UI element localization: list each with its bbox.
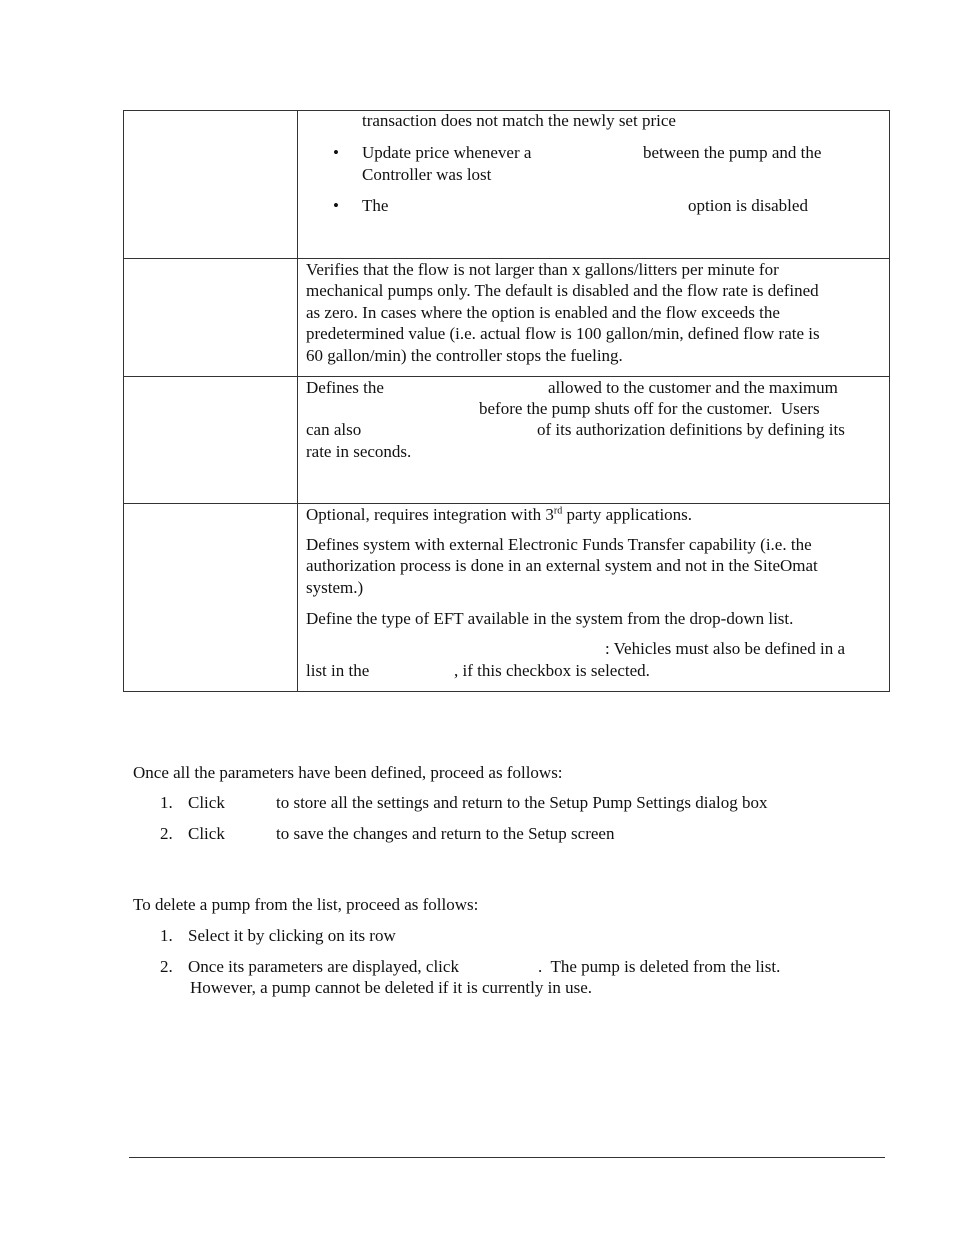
table-row	[124, 377, 890, 504]
table-row	[124, 111, 890, 259]
desc-line: Update price whenever a	[362, 143, 532, 162]
desc-line: authorization process is done in an external system and not in the SiteOmat	[306, 556, 818, 575]
desc-line: The	[362, 196, 389, 215]
desc-line: Optional, requires integration with 3rd party applications.	[306, 505, 693, 524]
desc-line: option is disabled	[688, 196, 808, 215]
desc-line: 60 gallon/min) the controller stops the fueling.	[306, 346, 623, 365]
desc-line: Defines system with external Electronic Funds Transfer capability (i.e. the	[306, 535, 812, 554]
desc-line: , if this checkbox is selected.	[454, 661, 650, 680]
step-text: Select it by clicking on its row	[188, 926, 396, 945]
step-number: 2.	[160, 957, 173, 976]
step-text: Once its parameters are displayed, click	[188, 957, 459, 976]
param-name-cell	[124, 111, 298, 259]
desc-line: of its authorization definitions by defining its	[537, 420, 845, 439]
section-intro: To delete a pump from the list, proceed as follows:	[133, 895, 479, 914]
step-text: However, a pump cannot be deleted if it is currently in use.	[190, 978, 592, 997]
parameters-table	[123, 110, 890, 692]
param-name-cell	[124, 377, 298, 504]
desc-line: between the pump and the	[643, 143, 822, 162]
desc-line: Verifies that the flow is not larger than x gallons/litters per minute for	[306, 260, 779, 279]
desc-line: mechanical pumps only. The default is disabled and the flow rate is defined	[306, 281, 819, 300]
param-desc-cell	[298, 111, 890, 259]
param-name-cell	[124, 259, 298, 377]
step-text: Click	[188, 824, 225, 843]
desc-line: Controller was lost	[362, 165, 492, 184]
desc-line: Define the type of EFT available in the system from the drop-down list.	[306, 609, 794, 628]
param-desc-cell	[298, 504, 890, 692]
param-desc-cell	[298, 377, 890, 504]
step-text: to store all the settings and return to the Setup Pump Settings dialog box	[276, 793, 768, 812]
step-number: 1.	[160, 926, 173, 945]
bullet-icon: •	[333, 196, 339, 215]
desc-line: Defines the	[306, 378, 384, 397]
table-row	[124, 259, 890, 377]
desc-line: predetermined value (i.e. actual flow is 100 gallon/min, defined flow rate is	[306, 324, 820, 343]
desc-line: list in the	[306, 661, 370, 680]
desc-line: : Vehicles must also be defined in a	[605, 639, 845, 658]
desc-line: transaction does not match the newly set price	[362, 111, 676, 130]
desc-line: before the pump shuts off for the customer. Users	[479, 399, 820, 418]
step-text: Click	[188, 793, 225, 812]
footer-divider	[129, 1157, 885, 1158]
desc-line: allowed to the customer and the maximum	[548, 378, 838, 397]
bullet-icon: •	[333, 143, 339, 162]
param-desc-cell	[298, 259, 890, 377]
step-number: 1.	[160, 793, 173, 812]
table-row	[124, 504, 890, 692]
desc-line: rate in seconds.	[306, 442, 412, 461]
param-name-cell	[124, 504, 298, 692]
desc-line: system.)	[306, 578, 364, 597]
step-text: to save the changes and return to the Setup screen	[276, 824, 615, 843]
section-intro: Once all the parameters have been defined, proceed as follows:	[133, 763, 563, 782]
desc-line: as zero. In cases where the option is enabled and the flow exceeds the	[306, 303, 780, 322]
desc-line: can also	[306, 420, 362, 439]
step-text: . The pump is deleted from the list.	[538, 957, 781, 976]
step-number: 2.	[160, 824, 173, 843]
